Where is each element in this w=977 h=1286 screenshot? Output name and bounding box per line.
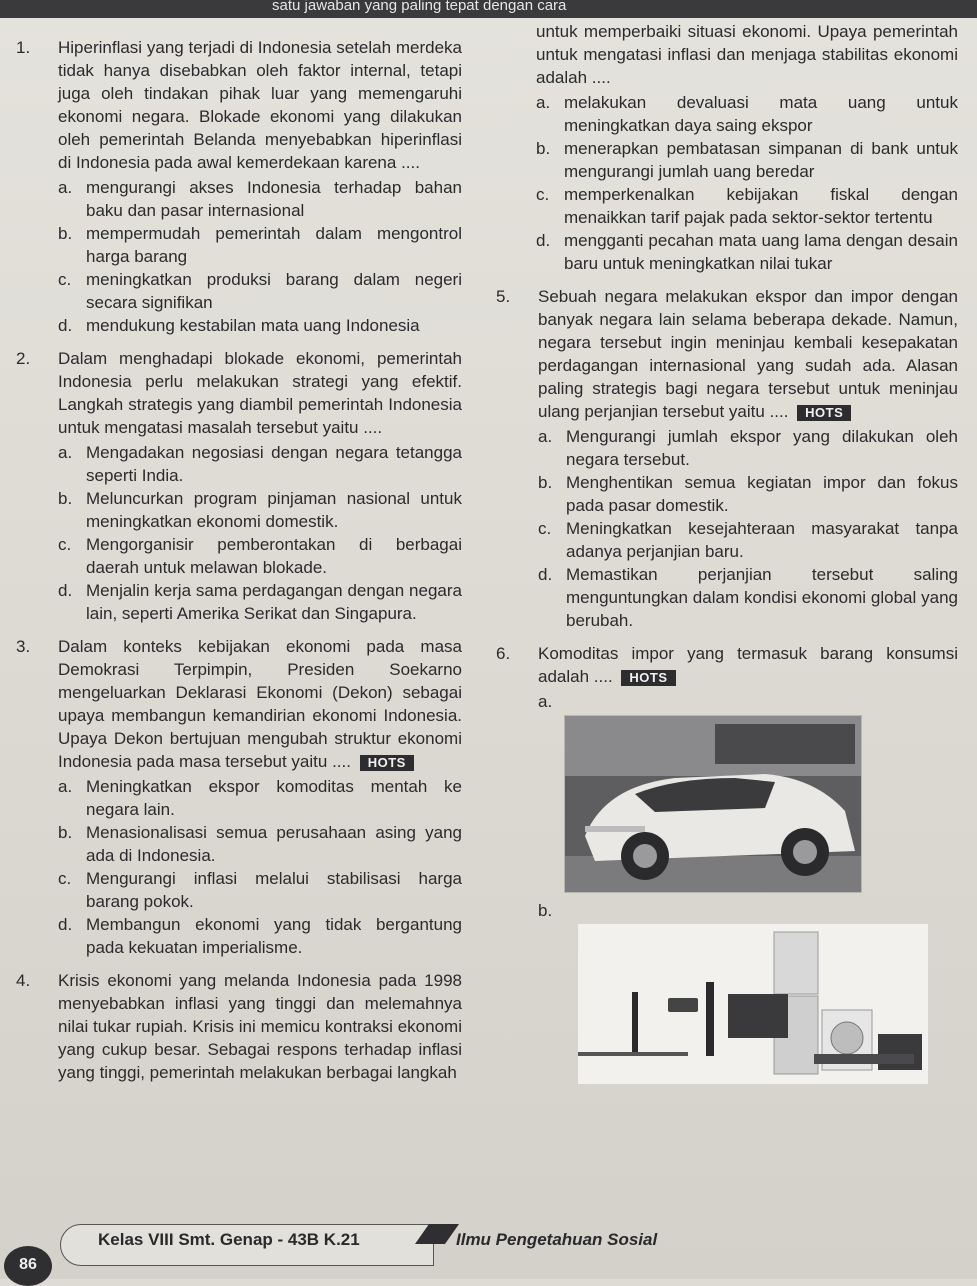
option-text: mengurangi akses Indonesia terhadap bahan baku dan pasar internasional	[86, 178, 462, 220]
option-text: mengganti pecahan mata uang lama dengan desain baru untuk meningkatkan nilai tukar	[564, 231, 958, 273]
option-d[interactable]	[538, 563, 958, 632]
appliances-illustration	[578, 924, 928, 1084]
option-letter: b.	[536, 139, 551, 158]
option-text: Meluncurkan program pinjaman nasional untuk meningkatkan ekonomi domestik.	[86, 489, 462, 531]
question-stem	[538, 285, 958, 423]
option-d[interactable]	[58, 314, 462, 337]
answer-options	[538, 425, 958, 632]
option-text: mendukung kestabilan mata uang Indonesia	[86, 316, 420, 335]
option-text: melakukan devaluasi mata uang untuk meningkatkan daya saing ekspor	[564, 93, 958, 135]
answer-options	[58, 441, 462, 625]
option-b[interactable]	[538, 471, 958, 517]
question-3	[16, 635, 462, 959]
option-text: menerapkan pembatasan simpanan di bank untuk mengurangi jumlah uang beredar	[564, 139, 958, 181]
option-letter: a.	[538, 692, 553, 711]
option-letter: d.	[536, 231, 551, 250]
option-text: Menasionalisasi semua perusahaan asing yang ada di Indonesia.	[86, 823, 462, 865]
option-b[interactable]	[58, 487, 462, 533]
hots-badge: HOTS	[621, 670, 675, 686]
option-c[interactable]	[58, 867, 462, 913]
subject-label: Ilmu Pengetahuan Sosial	[456, 1230, 658, 1249]
option-letter: a.	[538, 427, 553, 446]
option-text: Mengurangi jumlah ekspor yang dilakukan oleh negara tersebut.	[566, 427, 958, 469]
option-a[interactable]	[538, 690, 958, 893]
option-a[interactable]	[538, 425, 958, 471]
question-number: 5.	[496, 287, 511, 306]
question-stem: Hiperinflasi yang terjadi di Indonesia setelah merdeka tidak hanya disebabkan oleh faktor internal, tetapi juga oleh tindakan pihak luar yang memengaruhi ekonomi negara. Blokade ekonomi yang dilakukan oleh pemerintah Belanda menyebabkan hiperinflasi di Indonesia pada awal kemerdekaan karena ....	[58, 38, 462, 172]
question-stem: Krisis ekonomi yang melanda Indonesia pada 1998 menyebabkan inflasi yang tinggi dan melemahnya nilai tukar rupiah. Krisis ini memicu kontraksi ekonomi yang cukup besar. Sebagai respons terhadap inflasi yang tinggi, pemerintah melakukan berbagai langkah	[58, 971, 462, 1082]
question-stem-text: Sebuah negara melakukan ekspor dan impor dengan banyak negara lain selama beberapa dekade. Namun, negara tersebut ingin meninjau kembali kesepakatan perdagangan internasional yang sudah ada. Alasan paling strategis bagi negara tersebut untuk meninjau ulang perjanjian tersebut yaitu ....	[538, 287, 958, 421]
question-4	[16, 969, 462, 1084]
header-strip	[0, 0, 977, 18]
question-6	[496, 642, 958, 1084]
question-4-continued	[496, 20, 958, 275]
page-number: 86	[4, 1246, 52, 1286]
option-d[interactable]	[58, 913, 462, 959]
option-c[interactable]	[538, 517, 958, 563]
option-letter: b.	[538, 473, 553, 492]
page-footer	[0, 1224, 977, 1279]
option-b[interactable]	[538, 899, 958, 1084]
option-d[interactable]	[58, 579, 462, 625]
option-text: meningkatkan produksi barang dalam negeri secara signifikan	[86, 270, 462, 312]
question-stem-text: Dalam konteks kebijakan ekonomi pada masa Demokrasi Terpimpin, Presiden Soekarno mengeluarkan Deklarasi Ekonomi (Dekon) sebagai upaya membangun kemandirian ekonomi Indonesia. Upaya Dekon bertujuan mengubah struktur ekonomi Indonesia pada masa tersebut yaitu ....	[58, 637, 462, 771]
option-letter: a.	[58, 178, 73, 197]
option-letter: d.	[58, 581, 73, 600]
option-d[interactable]	[536, 229, 958, 275]
option-c[interactable]	[58, 533, 462, 579]
appliances-photo	[578, 924, 928, 1084]
question-number: 4.	[16, 971, 31, 990]
book-label: Kelas VIII Smt. Genap - 43B K.21	[98, 1230, 360, 1249]
option-letter: a.	[536, 93, 551, 112]
question-5	[496, 285, 958, 632]
answer-options	[538, 690, 958, 1084]
answer-options	[536, 91, 958, 275]
question-stem-text: Komoditas impor yang termasuk barang konsumsi adalah ....	[538, 644, 958, 686]
option-b[interactable]	[536, 137, 958, 183]
option-letter: c.	[536, 185, 550, 204]
option-text: Mengurangi inflasi melalui stabilisasi harga barang pokok.	[86, 869, 462, 911]
option-letter: b.	[58, 489, 73, 508]
option-letter: b.	[58, 823, 73, 842]
option-c[interactable]	[536, 183, 958, 229]
answer-options	[58, 775, 462, 959]
question-number: 2.	[16, 349, 31, 368]
option-letter: c.	[58, 270, 72, 289]
question-stem	[538, 642, 958, 688]
question-1	[16, 36, 462, 337]
option-a[interactable]	[58, 775, 462, 821]
question-number: 3.	[16, 637, 31, 656]
question-stem-continuation: untuk memperbaiki situasi ekonomi. Upaya pemerintah untuk mengatasi inflasi dan menjaga stabilitas ekonomi adalah ....	[536, 22, 958, 87]
question-stem: Dalam menghadapi blokade ekonomi, pemerintah Indonesia perlu melakukan strategi yang efektif. Langkah strategis yang diambil pemerintah Indonesia untuk mengatasi masalah tersebut yaitu ....	[58, 349, 462, 437]
right-column	[496, 20, 958, 1094]
left-column	[16, 36, 462, 1094]
option-letter: c.	[538, 519, 552, 538]
option-text: Memastikan perjanjian tersebut saling menguntungkan dalam kondisi ekonomi global yang berubah.	[566, 565, 958, 630]
option-text: Mengorganisir pemberontakan di berbagai daerah untuk melawan blokade.	[86, 535, 462, 577]
car-illustration	[565, 716, 861, 892]
option-text: Menghentikan semua kegiatan impor dan fokus pada pasar domestik.	[566, 473, 958, 515]
option-b[interactable]	[58, 821, 462, 867]
option-text: Meningkatkan ekspor komoditas mentah ke negara lain.	[86, 777, 462, 819]
option-letter: d.	[58, 915, 73, 934]
option-letter: b.	[58, 224, 73, 243]
option-letter: d.	[58, 316, 73, 335]
option-a[interactable]	[58, 441, 462, 487]
option-c[interactable]	[58, 268, 462, 314]
question-2	[16, 347, 462, 625]
option-text: memperkenalkan kebijakan fiskal dengan menaikkan tarif pajak pada sektor-sektor tertentu	[564, 185, 958, 227]
option-b[interactable]	[58, 222, 462, 268]
option-letter: c.	[58, 535, 72, 554]
option-text: Meningkatkan kesejahteraan masyarakat tanpa adanya perjanjian baru.	[566, 519, 958, 561]
header-instruction-fragment: satu jawaban yang paling tepat dengan cara	[272, 0, 567, 14]
answer-options	[58, 176, 462, 337]
hots-badge: HOTS	[360, 755, 414, 771]
option-text: Membangun ekonomi yang tidak bergantung pada kekuatan imperialisme.	[86, 915, 462, 957]
option-text: Mengadakan negosiasi dengan negara tetangga seperti India.	[86, 443, 462, 485]
option-letter: b.	[538, 901, 553, 920]
option-a[interactable]	[58, 176, 462, 222]
hots-badge: HOTS	[797, 405, 851, 421]
question-number: 1.	[16, 38, 31, 57]
question-stem	[58, 635, 462, 773]
question-number: 6.	[496, 644, 511, 663]
option-letter: c.	[58, 869, 72, 888]
option-a[interactable]	[536, 91, 958, 137]
option-text: Menjalin kerja sama perdagangan dengan negara lain, seperti Amerika Serikat dan Singapura.	[86, 581, 462, 623]
option-text: mempermudah pemerintah dalam mengontrol harga barang	[86, 224, 462, 266]
option-letter: d.	[538, 565, 553, 584]
car-photo	[564, 715, 862, 893]
option-letter: a.	[58, 777, 73, 796]
option-letter: a.	[58, 443, 73, 462]
